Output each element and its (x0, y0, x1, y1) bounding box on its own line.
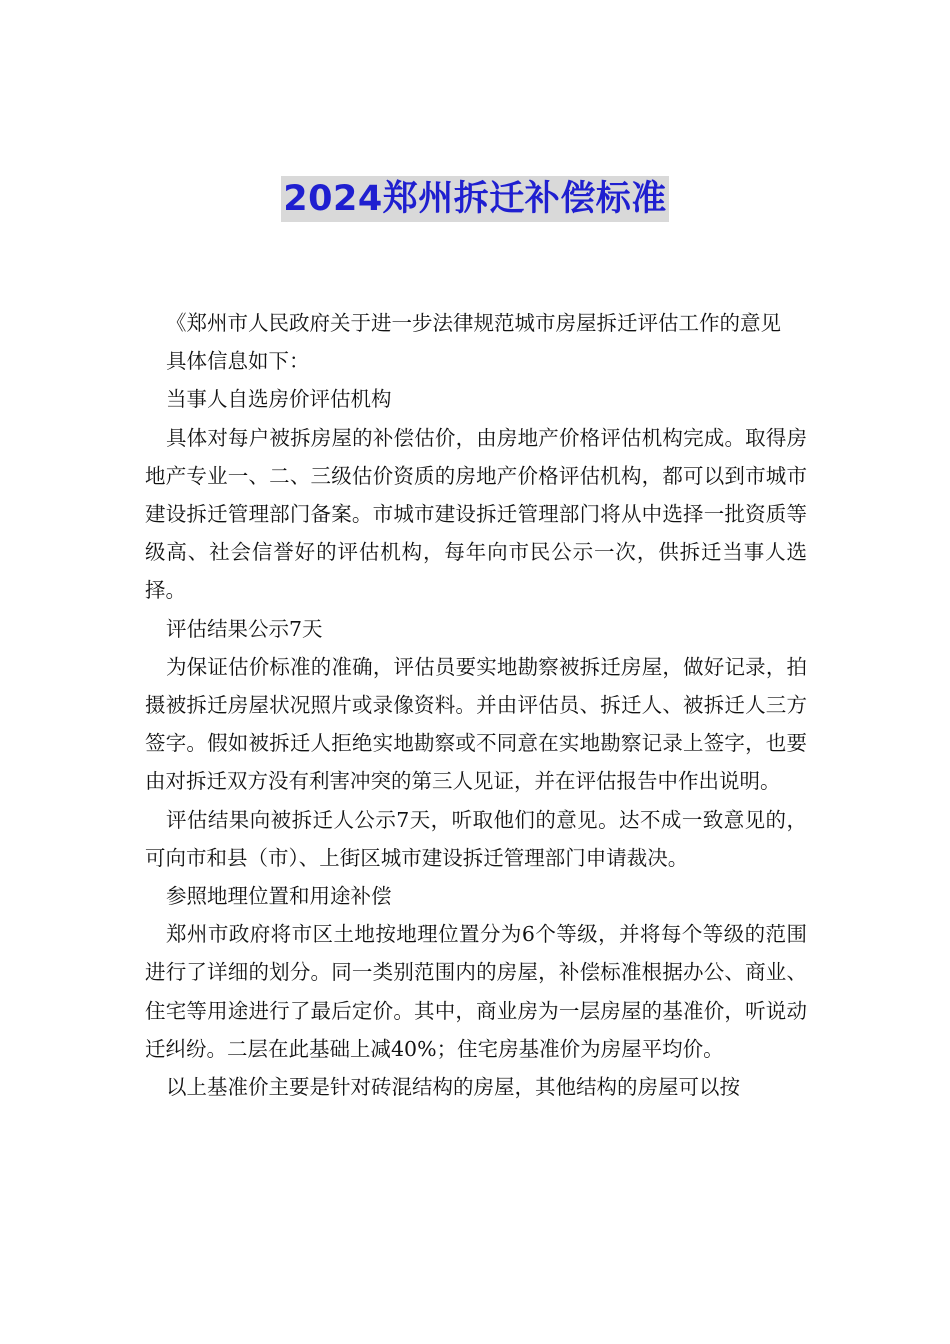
paragraph-publicity: 评估结果向被拆迁人公示7天，听取他们的意见。达不成一致意见的，可向市和县（市）、上街区城市建设拆迁管理部门申请裁决。 (145, 807, 807, 870)
paragraph-location: 郑州市政府将市区土地按地理位置分为6个等级，并将每个等级的范围进行了详细的划分。同一类别范围内的房屋，补偿标准根据办公、商业、住宅等用途进行了最后定价。其中，商业房为一层房屋的基准价，听说动迁纠纷。二层在此基础上减40%；住宅房基准价为房屋平均价。 (145, 922, 807, 1061)
paragraph-intro: 《郑州市人民政府关于进一步法律规范城市房屋拆迁评估工作的意见 (166, 311, 781, 335)
paragraph-structure: 以上基准价主要是针对砖混结构的房屋，其他结构的房屋可以按 (166, 1075, 740, 1100)
paragraph-survey: 为保证估价标准的准确，评估员要实地勘察被拆迁房屋，做好记录，拍摄被拆迁房屋状况照片或录像资料。并由评估员、拆迁人、被拆迁人三方签字。假如被拆迁人拒绝实地勘察或不同意在实地勘察记录上签字，也要由对拆迁双方没有利害冲突的第三人见证，并在评估报告中作出说明。 (145, 654, 807, 794)
title-container (0, 176, 950, 222)
section-heading-publicity: 评估结果公示7天 (166, 616, 323, 641)
document-title: 2024郑州拆迁补偿标准 (281, 176, 668, 222)
section-heading-location: 参照地理位置和用途补偿 (166, 884, 392, 909)
paragraph-details-lead: 具体信息如下： (166, 349, 310, 374)
document-body (145, 304, 807, 1106)
section-heading-agency: 当事人自选房价评估机构 (166, 387, 392, 412)
paragraph-agency: 具体对每户被拆房屋的补偿估价，由房地产价格评估机构完成。取得房地产专业一、二、三级估价资质的房地产价格评估机构，都可以到市城市建设拆迁管理部门备案。市城市建设拆迁管理部门将从中选择一批资质等级高、社会信誉好的评估机构，每年向市民公示一次，供拆迁当事人选择。 (145, 425, 807, 603)
